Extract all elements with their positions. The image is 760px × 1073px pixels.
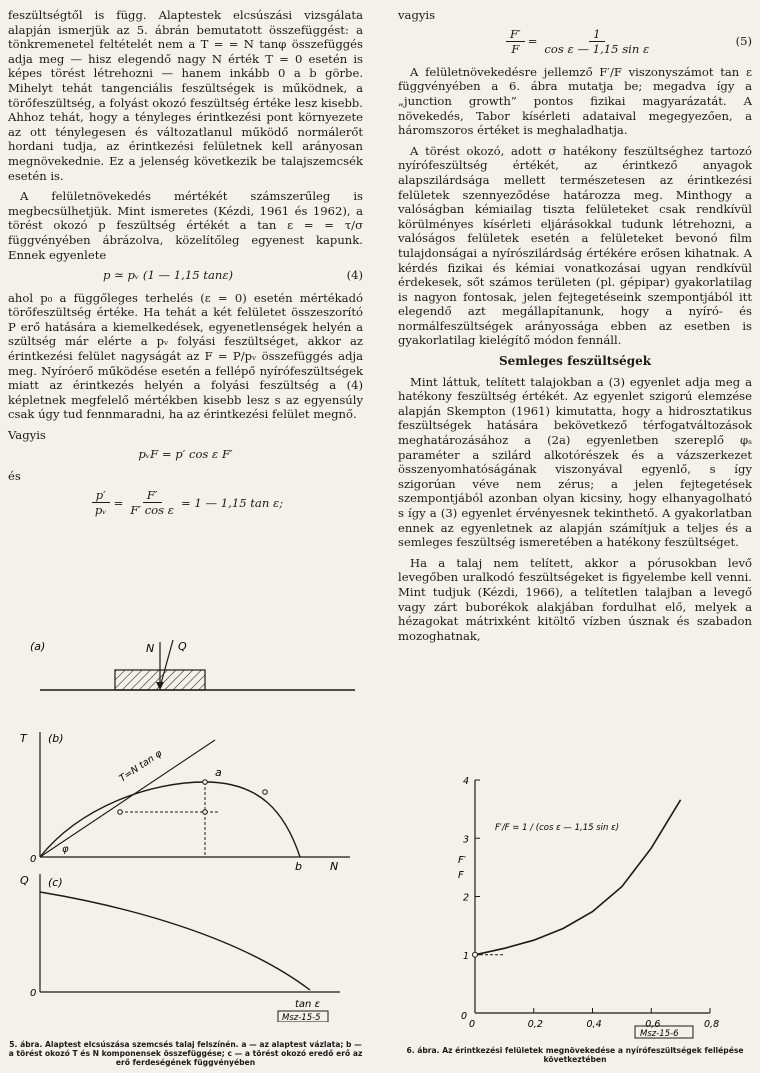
equation-b: $\frac{p'}{\text{pᵥ}}$ = $\frac{F'}{\text{F′ cos ε}}$ = 1 — 1,15 tan ε; xyxy=(8,488,363,518)
fig5-b-point: b xyxy=(295,860,302,873)
eq5-frac-left: $\frac{F'}{F}$ xyxy=(506,27,525,57)
fig5-label-b: (b) xyxy=(48,732,64,745)
fig6-ylabel-d: F xyxy=(458,870,464,881)
left-column xyxy=(8,8,363,526)
equation-a xyxy=(8,447,363,462)
fig5-line-label: T=N tan φ xyxy=(117,748,165,785)
fig6-origin-label: 0 xyxy=(461,1011,468,1022)
right-paragraph-4: Ha a talaj nem telített, akkor a pórusokban levő levegőben uralkodó feszültségeket is figyelembe kell venni. Mint tudjuk (Kézdi, 1966), a telítetlen talajban a levegő vagy zárt buborékok alakjában fordulhat elő, melyek a hézagokat mátrixként kitöltő vízben úsznak és szabadon mozoghatnak, xyxy=(398,555,752,643)
es-label: és xyxy=(8,469,21,484)
fig6-formula: F′/F = 1 / (cos ε — 1,15 sin ε) xyxy=(495,823,620,833)
left-paragraph-1: feszültségtől is függ. Alaptestek elcsúszási vizsgálata alapján ismerjük az 5. ábrán bemutatott összefüggést: a tönkremenetel feltételét nem a T = = N tanφ összefüggés adja meg — hisz elegendő nagy N érték T = 0 esetén is képes törést létrehozni — hanem inkább 0 a b görbe. Mihelyt tehát tangenciális feszültségek is működnek, a törőfeszültség, a folyást okozó feszültség értéke lesz kisebb. Ahhoz tehát, hogy a tényleges érintkezési pont környezete az ott ténylegesen és változatlanul működő normálerőt hordani tudja, az érintkezési felületnek kell arányosan megnövekednie. Ez a jelenség következik be talajszemcsék esetén is. xyxy=(8,8,363,183)
left-paragraph-3: ahol p₀ a függőleges terhelés (ε = 0) esetén mértékadó törőfeszültség értéke. Ha tehát a két felületet összeszorító P erő hatására a kiemelkedések, egyenetlenségek helyén a szültség már elérte a pᵥ folyási feszültséget, akkor az érintkezési felület nagyságát az F = P/pᵥ összefüggés adja meg. Nyíróerő működése esetén a fellépő nyírófeszültségek miatt az érintkezés helyén a folyási feszültség a (4) képletnek megfelelő mértékben kisebb lesz s az egyensúly csak úgy tud fennmaradni, ha az érintkezési felület megnő. xyxy=(8,290,363,422)
fig5-tan-eps: tan ε xyxy=(295,999,320,1010)
fig6-ylabel-n: F′ xyxy=(458,855,467,866)
fig6-y-tick-label: 3 xyxy=(463,834,470,846)
equation-4-body: p ≃ pᵥ (1 — 1,15 tanε) xyxy=(103,268,234,283)
equation-4-number: (4) xyxy=(346,268,363,283)
fig6-y-tick-label: 4 xyxy=(463,776,470,787)
fig5-curve-c xyxy=(40,892,310,990)
equation-4 xyxy=(8,268,363,283)
vagyis-label: Vagyis xyxy=(8,428,46,443)
fig5-t-label: T xyxy=(20,732,27,745)
figure-5 xyxy=(10,632,355,1022)
fig6-x-tick-label: 0,8 xyxy=(704,1019,720,1030)
fig5-n-label: N xyxy=(146,642,155,655)
fig6-y-tick-label: 1 xyxy=(463,950,470,962)
fig5-caption: 5. ábra. Alaptest elcsúszása szemcsés talaj felszínén. a — az alaptest vázlata; b — a törést okozó T és N komponensek összefüggése; c — a törést okozó eredő erő az erő ferdeségének függvényében xyxy=(8,1040,363,1067)
fig5-zero-b: 0 xyxy=(30,854,37,865)
fig5-q-label: Q xyxy=(178,640,187,653)
right-paragraph-1: A felületnövekedésre jellemző F′/F viszonyszámot tan ε függvényében a 6. ábra mutatja be; megadva így a „junction growth” pontos fizikai magyarázatát. A növekedés, Tabor kísérleti adataival megegyezően, a háromszoros értéket is meghaladhatja. xyxy=(398,64,752,138)
fig5-zero-c: 0 xyxy=(30,988,37,999)
fig6-x-tick-label: 0,2 xyxy=(527,1019,543,1030)
eq-b-frac1: $\frac{p'}{\text{pᵥ}}$ xyxy=(91,488,111,518)
figure-6 xyxy=(440,768,730,1043)
eq-b-rest: = 1 — 1,15 tan ε; xyxy=(181,495,284,510)
fig5-curve-a-label: a xyxy=(215,766,222,779)
fig6-x-tick-label: 0,4 xyxy=(586,1019,602,1030)
fig5-curve-a xyxy=(40,782,300,857)
equation-5-number: (5) xyxy=(735,34,752,49)
equation-5: $\frac{F'}{F}$ = $\frac{1}{\text{cos ε — 1,15 sin ε}}$ (5) xyxy=(398,27,752,57)
equation-a-body: pᵥF = p′ cos ε F′ xyxy=(138,446,233,461)
fig6-start-point xyxy=(473,952,478,957)
fig6-plot xyxy=(461,776,719,1030)
right-paragraph-3: Mint láttuk, telített talajokban a (3) egyenlet adja meg a hatékony feszültség értékét. Az egyenlet szigorú elemzése alapján Skempton (1961) kimutatta, hogy a hidrosztatikus feszültségek hatására bekövetkező térfogatváltozások meghatározásához a (2a) egyenletben szereplő φₛ paraméter a szilárd alkotórészek és a vázszerkezet összenyomhatóságának viszonyával egyenlő, s így szigorúan véve nem zérus; a jelen fejtegetések szempontjából azonban olyan kicsiny, hogy elhanyagolható s így a (3) egyenlet érvényesnek tekinthető. A gyakorlatban ennek az egyenletnek az alapján számítjuk a teljes és a semleges feszültség ismeretében a hatékony feszültséget. xyxy=(398,374,752,550)
fig6-y-tick-label: 2 xyxy=(463,892,470,904)
fig5-phi-label: φ xyxy=(62,844,69,855)
fig5-code: Msz-15-5 xyxy=(282,1013,321,1022)
fig5-tangent-line xyxy=(40,740,215,857)
fig5-label-a: (a) xyxy=(30,640,46,653)
section-heading: Semleges feszültségek xyxy=(498,354,652,369)
fig5-n-axis-label: N xyxy=(330,860,339,873)
fig5-label-c: (c) xyxy=(48,876,63,889)
fig6-caption: 6. ábra. Az érintkezési felületek megnövekedése a nyírófeszültségek fellépése következtében xyxy=(406,1046,744,1064)
eq5-frac-right: $\frac{1}{\text{cos ε — 1,15 sin ε}}$ xyxy=(544,26,650,57)
right-vagyis: vagyis xyxy=(398,8,436,22)
right-paragraph-2: A törést okozó, adott σ hatékony feszültséghez tartozó nyírófeszültség értékét, az érintkező anyagok alapszilárdsága mellett természetesen az érintkezési felületek szennyeződése határozza meg. Minthogy a valóságban kémiailag tiszta felületeket csak rendkívül körülményes kísérleti eljárásokkal tudunk létrehozni, a valóságos felületek esetén a felületeket bevonó film tulajdonságai a nyírószilárdság értékére erősen kihatnak. A kérdés fizikai és kémiai vonatkozásai ugyan rendkívül érdekesek, sőt számos területen (pl. gépipar) gyakorlatilag is nagyon fontosak, jelen fejtegetéseink szempontjából itt elegendő azt megállapítanunk, hogy a nyíró- és normálfeszültségek arányossága ebben az esetben is gyakorlatilag kielégítő módon fennáll. xyxy=(398,143,752,348)
right-column xyxy=(398,8,752,649)
left-paragraph-2: A felületnövekedés mértékét számszerűleg is megbecsülhetjük. Mint ismeretes (Kézdi, 1961 és 1962), a törést okozó p feszültség értékét a tan ε = = τ/σ függvényében ábrázolva, közelítőleg egyenest kapunk. Ennek egyenlete xyxy=(8,189,363,262)
fig6-x-tick-label: 0 xyxy=(469,1019,476,1030)
eq-b-frac2: $\frac{F'}{\text{F′ cos ε}}$ xyxy=(130,487,175,518)
fig5-q-axis-label: Q xyxy=(20,874,29,887)
fig6-code: Msz-15-6 xyxy=(640,1029,679,1039)
fig6-x-tick-label: 0,6 xyxy=(645,1019,661,1030)
